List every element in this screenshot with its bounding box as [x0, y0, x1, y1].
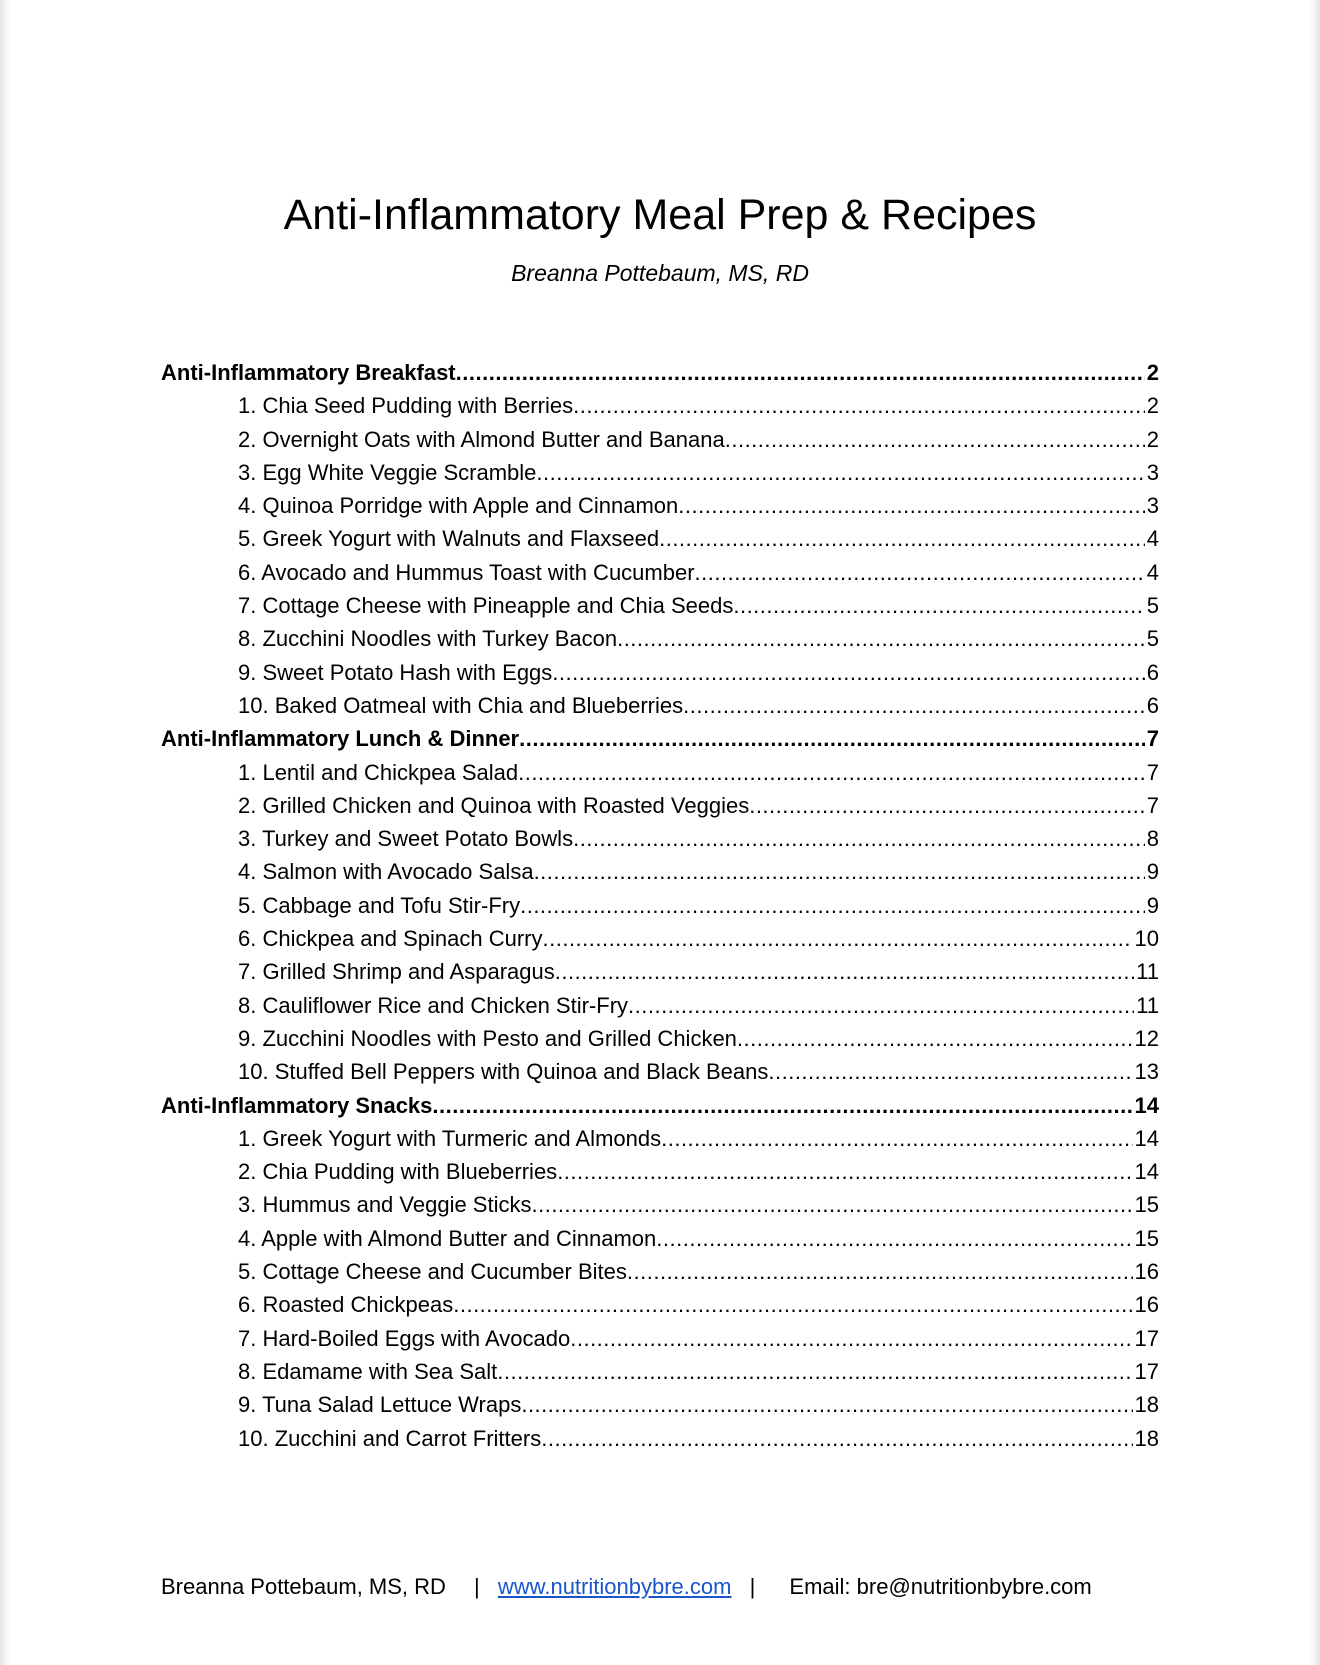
toc-entry[interactable] [161, 1355, 1159, 1388]
toc-entry-label: 9. Sweet Potato Hash with Eggs [238, 659, 553, 685]
table-of-contents [161, 356, 1159, 1455]
toc-entry[interactable] [161, 922, 1159, 955]
toc-entry-label: 7. Grilled Shrimp and Asparagus [238, 959, 555, 985]
toc-entry[interactable] [161, 1322, 1159, 1355]
toc-page-number: 4 [1146, 526, 1159, 552]
toc-page-number: 7 [1146, 759, 1159, 785]
toc-entry[interactable] [161, 789, 1159, 822]
toc-entry[interactable] [161, 656, 1159, 689]
toc-section-title: Anti-Inflammatory Lunch & Dinner [161, 726, 520, 752]
toc-entry-label: 1. Chia Seed Pudding with Berries [238, 393, 574, 419]
toc-dot-leader [628, 989, 1134, 1022]
toc-page-number: 3 [1146, 493, 1159, 519]
toc-page-number: 2 [1146, 393, 1159, 419]
toc-entry[interactable] [161, 1222, 1159, 1255]
footer-separator: | [474, 1574, 480, 1599]
toc-dot-leader [521, 1388, 1132, 1421]
toc-page-number: 5 [1146, 626, 1159, 652]
toc-entry[interactable] [161, 756, 1159, 789]
toc-page-number: 2 [1146, 360, 1159, 385]
toc-page-number: 14 [1134, 1092, 1159, 1118]
toc-entry[interactable] [161, 689, 1159, 722]
toc-entry-label: 1. Lentil and Chickpea Salad [238, 759, 519, 785]
toc-page-number: 12 [1134, 1025, 1159, 1051]
toc-entry[interactable] [161, 1422, 1159, 1455]
toc-entry-label: 8. Edamame with Sea Salt [238, 1358, 498, 1384]
toc-entry-label: 8. Cauliflower Rice and Chicken Stir-Fry [238, 992, 629, 1018]
toc-page-number: 16 [1134, 1292, 1159, 1318]
toc-entry[interactable] [161, 589, 1159, 622]
toc-dot-leader [432, 1089, 1132, 1122]
toc-entry[interactable] [161, 456, 1159, 489]
document-title: Anti-Inflammatory Meal Prep & Recipes [283, 191, 1037, 239]
toc-entry[interactable] [161, 855, 1159, 888]
toc-page-number: 13 [1134, 1059, 1159, 1085]
toc-page-number: 15 [1134, 1225, 1159, 1251]
toc-page-number: 11 [1136, 959, 1159, 985]
toc-entry-label: 6. Avocado and Hummus Toast with Cucumber [238, 559, 695, 585]
page-edge-left [0, 0, 12, 1665]
toc-entry-label: 1. Greek Yogurt with Turmeric and Almonds [238, 1125, 662, 1151]
toc-entry[interactable] [161, 822, 1159, 855]
toc-page-number: 6 [1146, 659, 1159, 685]
toc-dot-leader [520, 889, 1145, 922]
toc-entry-label: 4. Salmon with Avocado Salsa [238, 859, 534, 885]
toc-entry-label: 5. Greek Yogurt with Walnuts and Flaxseed [238, 526, 660, 552]
toc-page-number: 15 [1134, 1192, 1159, 1218]
toc-page-number: 9 [1146, 859, 1159, 885]
toc-entry-label: 9. Zucchini Noodles with Pesto and Grilled Chicken [238, 1025, 737, 1051]
toc-dot-leader [656, 1222, 1132, 1255]
toc-section-heading[interactable] [161, 1089, 1159, 1122]
toc-entry[interactable] [161, 989, 1159, 1022]
toc-dot-leader [456, 356, 1145, 389]
toc-entry-label: 2. Chia Pudding with Blueberries [238, 1159, 558, 1185]
toc-page-number: 18 [1134, 1392, 1159, 1418]
toc-page-number: 10 [1134, 926, 1159, 952]
toc-entry[interactable] [161, 955, 1159, 988]
toc-dot-leader [519, 722, 1145, 755]
toc-dot-leader [695, 556, 1145, 589]
toc-entry-label: 2. Overnight Oats with Almond Butter and Banana [238, 426, 725, 452]
toc-dot-leader [573, 822, 1145, 855]
toc-page-number: 2 [1146, 426, 1159, 452]
toc-entry-label: 4. Apple with Almond Butter and Cinnamon [238, 1225, 657, 1251]
toc-dot-leader [543, 922, 1133, 955]
toc-entry-label: 10. Baked Oatmeal with Chia and Blueberries [238, 692, 684, 718]
toc-page-number: 6 [1146, 692, 1159, 718]
toc-dot-leader [453, 1288, 1132, 1321]
document-author: Breanna Pottebaum, MS, RD [511, 260, 809, 286]
toc-page-number: 18 [1134, 1425, 1159, 1451]
toc-dot-leader [749, 789, 1145, 822]
toc-dot-leader [683, 689, 1145, 722]
footer-author: Breanna Pottebaum, MS, RD [161, 1574, 446, 1599]
toc-entry[interactable] [161, 489, 1159, 522]
toc-section-heading[interactable] [161, 356, 1159, 389]
toc-dot-leader [627, 1255, 1133, 1288]
toc-entry[interactable] [161, 1055, 1159, 1088]
toc-entry[interactable] [161, 1155, 1159, 1188]
toc-entry[interactable] [161, 622, 1159, 655]
toc-entry[interactable] [161, 1122, 1159, 1155]
toc-dot-leader [555, 955, 1134, 988]
toc-entry-label: 8. Zucchini Noodles with Turkey Bacon [238, 626, 618, 652]
toc-entry-label: 3. Egg White Veggie Scramble [238, 459, 537, 485]
toc-entry-label: 6. Chickpea and Spinach Curry [238, 926, 543, 952]
toc-dot-leader [552, 656, 1144, 689]
toc-entry-label: 6. Roasted Chickpeas [238, 1292, 454, 1318]
toc-entry-label: 9. Tuna Salad Lettuce Wraps [238, 1392, 522, 1418]
page-footer [161, 1572, 1171, 1602]
toc-page-number: 14 [1134, 1125, 1159, 1151]
page-edge-right [1308, 0, 1320, 1665]
toc-entry[interactable] [161, 423, 1159, 456]
toc-entry-label: 3. Hummus and Veggie Sticks [238, 1192, 532, 1218]
toc-page-number: 17 [1134, 1325, 1159, 1351]
toc-entry[interactable] [161, 1188, 1159, 1221]
toc-dot-leader [617, 622, 1145, 655]
toc-dot-leader [518, 756, 1145, 789]
toc-entry[interactable] [161, 889, 1159, 922]
toc-entry[interactable] [161, 1255, 1159, 1288]
toc-entry-label: 3. Turkey and Sweet Potato Bowls [238, 826, 574, 852]
toc-section-title: Anti-Inflammatory Snacks [161, 1092, 433, 1118]
footer-website-link[interactable]: www.nutritionbybre.com [497, 1574, 732, 1599]
toc-dot-leader [659, 522, 1145, 555]
toc-entry[interactable] [161, 1022, 1159, 1055]
toc-section-heading[interactable] [161, 722, 1159, 755]
toc-dot-leader [557, 1155, 1132, 1188]
toc-entry[interactable] [161, 389, 1159, 422]
toc-dot-leader [531, 1188, 1132, 1221]
toc-page-number: 3 [1146, 459, 1159, 485]
toc-dot-leader [733, 589, 1144, 622]
toc-entry[interactable] [161, 1388, 1159, 1421]
toc-page-number: 5 [1146, 593, 1159, 619]
toc-page-number: 9 [1146, 892, 1159, 918]
toc-page-number: 7 [1146, 726, 1159, 752]
toc-dot-leader [536, 456, 1144, 489]
toc-section-title: Anti-Inflammatory Breakfast [161, 360, 456, 385]
toc-dot-leader [768, 1055, 1132, 1088]
toc-entry-label: 10. Stuffed Bell Peppers with Quinoa and Black Beans [238, 1059, 769, 1085]
toc-page-number: 11 [1136, 992, 1159, 1018]
toc-entry-label: 5. Cabbage and Tofu Stir-Fry [238, 892, 521, 918]
toc-entry-label: 10. Zucchini and Carrot Fritters [238, 1425, 542, 1451]
toc-page-number: 17 [1134, 1358, 1159, 1384]
toc-dot-leader [497, 1355, 1132, 1388]
footer-separator: | [749, 1574, 756, 1599]
toc-dot-leader [534, 855, 1145, 888]
toc-entry[interactable] [161, 1288, 1159, 1321]
toc-entry-label: 7. Hard-Boiled Eggs with Avocado [238, 1325, 571, 1351]
toc-entry-label: 2. Grilled Chicken and Quinoa with Roasted Veggies [238, 792, 750, 818]
toc-dot-leader [678, 489, 1144, 522]
toc-dot-leader [737, 1022, 1133, 1055]
toc-page-number: 16 [1134, 1259, 1159, 1285]
toc-dot-leader [573, 389, 1145, 422]
toc-dot-leader [570, 1322, 1132, 1355]
toc-entry[interactable] [161, 522, 1159, 555]
footer-email: Email: bre@nutritionbybre.com [789, 1574, 1092, 1599]
toc-entry-label: 7. Cottage Cheese with Pineapple and Chia Seeds [238, 593, 734, 619]
toc-entry-label: 5. Cottage Cheese and Cucumber Bites [238, 1259, 627, 1285]
toc-entry-label: 4. Quinoa Porridge with Apple and Cinnamon [238, 493, 679, 519]
toc-dot-leader [661, 1122, 1132, 1155]
toc-page-number: 4 [1146, 559, 1159, 585]
toc-dot-leader [541, 1422, 1132, 1455]
toc-page-number: 14 [1134, 1159, 1159, 1185]
toc-page-number: 8 [1146, 826, 1159, 852]
toc-entry[interactable] [161, 556, 1159, 589]
toc-dot-leader [725, 423, 1145, 456]
toc-page-number: 7 [1146, 792, 1159, 818]
